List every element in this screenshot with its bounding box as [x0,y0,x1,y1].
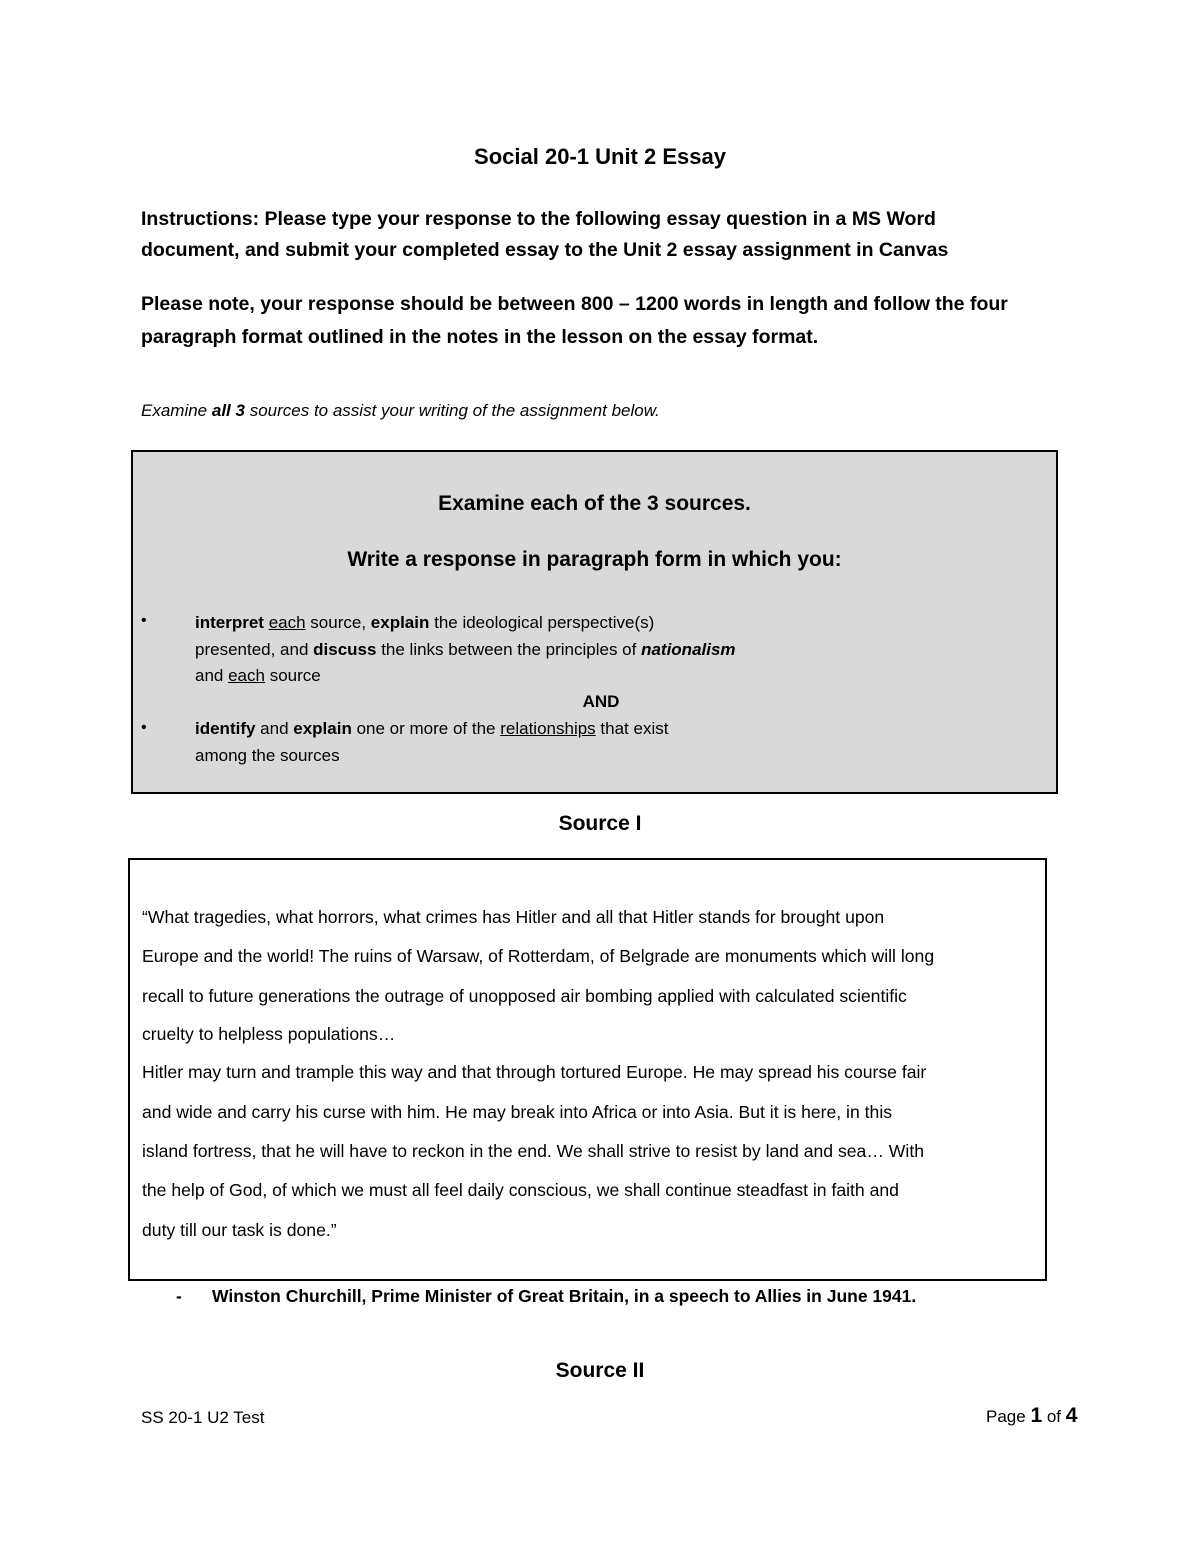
source-1-attribution: - Winston Churchill, Prime Minister of Great Britain, in a speech to Allies in June 1941. [176,1286,917,1306]
bullet-2: • [141,719,147,736]
examine-sources-line: Examine all 3 sources to assist your writing of the assignment below. [141,401,660,420]
footer-doc-label: SS 20-1 U2 Test [141,1408,265,1427]
quote-line: the help of God, of which we must all feel daily conscious, we shall continue steadfast in faith and [142,1180,899,1201]
task-heading-1: Examine each of the 3 sources. [438,492,751,515]
task-item-2: identify and explain one or more of the relationships that exist among the sources [195,719,669,765]
quote-line: Hitler may turn and trample this way and that through tortured Europe. He may spread his course fair [142,1062,927,1083]
source-1-quote-box [128,858,1047,1281]
task-heading-2: Write a response in paragraph form in which you: [347,548,842,571]
source-2-heading: Source II [555,1359,645,1382]
quote-line: island fortress, that he will have to reckon in the end. We shall strive to resist by land and sea… With [142,1141,924,1162]
quote-line: cruelty to helpless populations… [142,1024,396,1045]
length-note-line-1: Please note, your response should be between 800 – 1200 words in length and follow the four [141,293,1008,315]
instructions-line-1: Instructions: Please type your response to the following essay question in a MS Word [141,208,936,230]
source-1-quote [142,898,1042,1250]
length-note [141,288,1071,354]
and-label: AND [582,692,620,711]
instructions-line-2: document, and submit your completed essay to the Unit 2 essay assignment in Canvas [141,239,949,261]
quote-line: recall to future generations the outrage of unopposed air bombing applied with calculated scientific [142,985,907,1006]
footer-page-number: Page 1 of 4 [986,1404,1078,1427]
source-1-heading: Source I [558,812,642,835]
length-note-line-2: paragraph format outlined in the notes in the lesson on the essay format. [141,326,819,348]
quote-line: and wide and carry his curse with him. He may break into Africa or into Asia. But it is here, in this [142,1101,893,1122]
assignment-task-box [131,450,1058,794]
quote-line: duty till our task is done.” [142,1219,337,1240]
quote-line: Europe and the world! The ruins of Warsaw, of Rotterdam, of Belgrade are monuments which will long [142,946,935,967]
instructions [141,204,1071,266]
task-item-1: interpret each source, explain the ideological perspective(s) presented, and discuss the links between the principles of nationalism and each source [195,613,736,685]
bullet-1: • [141,612,147,629]
quote-line: “What tragedies, what horrors, what crimes has Hitler and all that Hitler stands for brought upon [142,907,885,927]
document-title: Social 20-1 Unit 2 Essay [474,144,726,169]
